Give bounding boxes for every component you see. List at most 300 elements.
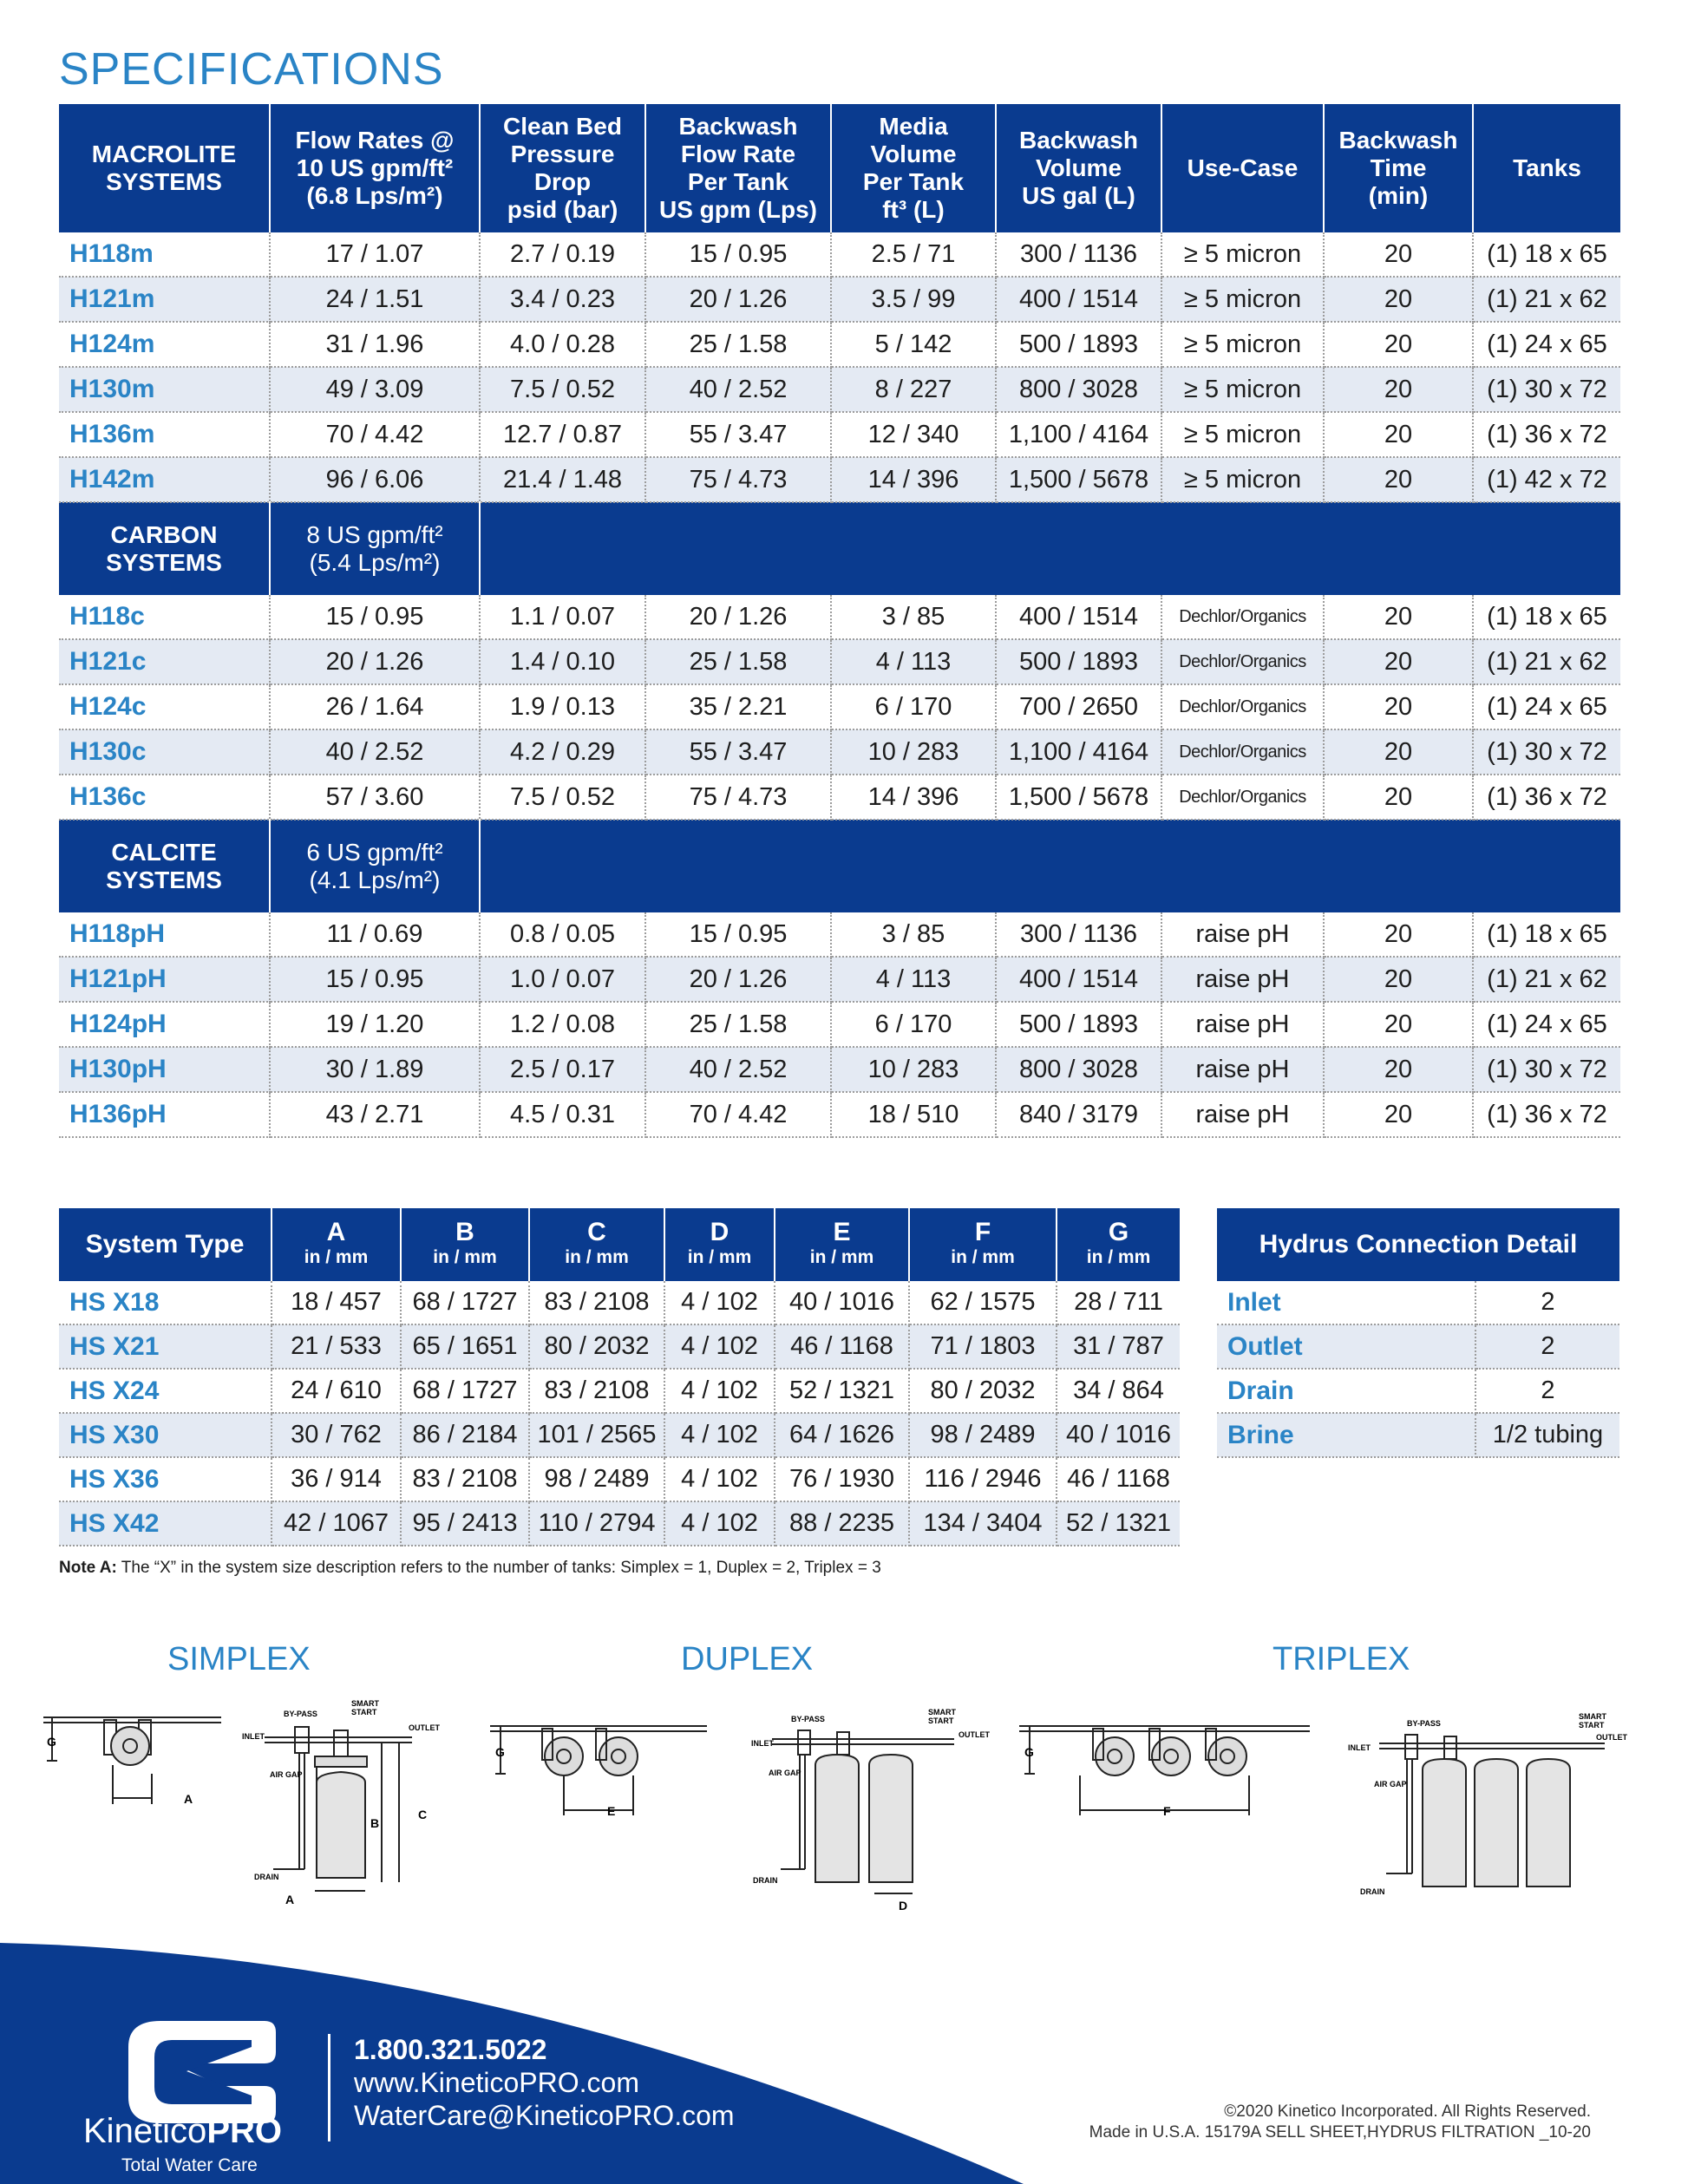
macrolite-value-cell: 21.4 / 1.48 (480, 457, 645, 502)
dimension-value-cell: 86 / 2184 (401, 1413, 529, 1457)
table-row (1217, 1369, 1619, 1413)
macrolite-value-cell: 20 / 1.26 (645, 277, 831, 322)
carbon-value-cell: 400 / 1514 (996, 595, 1161, 639)
system-type-cell: HS X24 (59, 1369, 272, 1413)
carbon-value-cell: 10 / 283 (831, 729, 996, 775)
calcite-value-cell: 11 / 0.69 (270, 912, 480, 957)
table-row (59, 639, 1620, 684)
spec-header-cell (1161, 104, 1324, 232)
table-row (59, 277, 1620, 322)
table-row (59, 1002, 1620, 1047)
carbon-value-cell: 40 / 2.52 (270, 729, 480, 775)
calcite-model-cell: H121pH (59, 957, 270, 1002)
dimension-header-cell (1057, 1208, 1180, 1281)
dimension-value-cell: 101 / 2565 (529, 1413, 664, 1457)
dimensions-table (59, 1208, 1180, 1546)
macrolite-value-cell: 40 / 2.52 (645, 367, 831, 412)
dimension-value-cell: 21 / 533 (272, 1324, 401, 1369)
table-row (59, 1047, 1620, 1092)
calcite-model-cell: H136pH (59, 1092, 270, 1137)
table-row (59, 684, 1620, 729)
calcite-value-cell: 20 (1324, 1047, 1473, 1092)
table-row (1217, 1413, 1619, 1457)
system-type-cell: HS X30 (59, 1413, 272, 1457)
simplex-label-drain: DRAIN (254, 1873, 279, 1881)
calcite-section-fill (480, 820, 1620, 912)
macrolite-value-cell: (1) 30 x 72 (1473, 367, 1620, 412)
calcite-model-cell: H130pH (59, 1047, 270, 1092)
carbon-value-cell: 20 / 1.26 (645, 595, 831, 639)
calcite-value-cell: 6 / 170 (831, 1002, 996, 1047)
calcite-value-cell: 15 / 0.95 (270, 957, 480, 1002)
table-row (59, 1092, 1620, 1137)
spec-header-cell (270, 104, 480, 232)
calcite-value-cell: 840 / 3179 (996, 1092, 1161, 1137)
dimension-value-cell: 65 / 1651 (401, 1324, 529, 1369)
duplex-title: DUPLEX (681, 1641, 814, 1677)
carbon-value-cell: (1) 30 x 72 (1473, 729, 1620, 775)
dimension-value-cell: 24 / 610 (272, 1369, 401, 1413)
carbon-value-cell: 14 / 396 (831, 775, 996, 820)
connection-label-cell: Drain (1217, 1369, 1475, 1413)
dimension-letter: C (587, 1217, 606, 1246)
carbon-value-cell: 3 / 85 (831, 595, 996, 639)
macrolite-value-cell: (1) 24 x 65 (1473, 322, 1620, 367)
dimension-unit: in / mm (1086, 1246, 1151, 1267)
connection-value-cell: 2 (1475, 1369, 1619, 1413)
dimension-value-cell: 34 / 864 (1057, 1369, 1180, 1413)
calcite-value-cell: 4.5 / 0.31 (480, 1092, 645, 1137)
note-text: The “X” in the system size description refers to the number of tanks: Simplex = 1, Duplex = 2, Triplex = 3 (116, 1559, 881, 1577)
simplex-side-view-diagram (239, 1696, 464, 1917)
connection-label-cell: Brine (1217, 1413, 1475, 1457)
triplex-label-drain: DRAIN (1360, 1887, 1385, 1896)
calcite-section-header (59, 820, 1620, 912)
dimension-value-cell: 80 / 2032 (909, 1369, 1057, 1413)
system-type-cell: HS X18 (59, 1281, 272, 1324)
dimension-header-row (59, 1208, 1180, 1281)
calcite-section-name-line: CALCITE (111, 839, 217, 866)
macrolite-value-cell: 20 (1324, 232, 1473, 277)
dimension-header-cell (272, 1208, 401, 1281)
spec-header-line: Flow Rate (680, 141, 796, 167)
table-row (59, 322, 1620, 367)
brand-regular: Kinetico (83, 2112, 207, 2150)
carbon-value-cell: 6 / 170 (831, 684, 996, 729)
macrolite-value-cell: 4.0 / 0.28 (480, 322, 645, 367)
dimension-value-cell: 134 / 3404 (909, 1501, 1057, 1546)
calcite-value-cell: 20 (1324, 1002, 1473, 1047)
macrolite-value-cell: 20 (1324, 457, 1473, 502)
calcite-value-cell: 3 / 85 (831, 912, 996, 957)
spec-header-line: Backwash (1338, 127, 1458, 154)
spec-header-cell (831, 104, 996, 232)
dimension-letter: A (326, 1217, 346, 1246)
calcite-value-cell: 500 / 1893 (996, 1002, 1161, 1047)
duplex-label-bypass: BY-PASS (791, 1715, 825, 1723)
macrolite-value-cell: ≥ 5 micron (1161, 367, 1324, 412)
table-row (59, 1369, 1180, 1413)
dimension-value-cell: 83 / 2108 (401, 1457, 529, 1501)
table-row (1217, 1324, 1619, 1369)
system-type-cell: HS X21 (59, 1324, 272, 1369)
triplex-title: TRIPLEX (1273, 1641, 1410, 1677)
carbon-value-cell: 25 / 1.58 (645, 639, 831, 684)
macrolite-value-cell: 500 / 1893 (996, 322, 1161, 367)
carbon-model-cell: H124c (59, 684, 270, 729)
calcite-section-name (59, 820, 270, 912)
macrolite-value-cell: 55 / 3.47 (645, 412, 831, 457)
macrolite-value-cell: 20 (1324, 322, 1473, 367)
dimension-value-cell: 46 / 1168 (1057, 1457, 1180, 1501)
dimension-value-cell: 4 / 102 (664, 1281, 775, 1324)
macrolite-value-cell: 25 / 1.58 (645, 322, 831, 367)
calcite-value-cell: 15 / 0.95 (645, 912, 831, 957)
spec-header-line: Time (1370, 154, 1427, 181)
calcite-value-cell: raise pH (1161, 1002, 1324, 1047)
carbon-value-cell: 75 / 4.73 (645, 775, 831, 820)
spec-header-cell (1473, 104, 1620, 232)
footer-divider (328, 2034, 330, 2141)
carbon-section-name (59, 502, 270, 595)
spec-header-cell (645, 104, 831, 232)
dimension-value-cell: 80 / 2032 (529, 1324, 664, 1369)
duplex-label-e: E (607, 1804, 616, 1818)
macrolite-model-cell: H121m (59, 277, 270, 322)
connection-detail-table (1217, 1208, 1619, 1458)
table-row (59, 1501, 1180, 1546)
connection-detail-title: Hydrus Connection Detail (1217, 1208, 1619, 1281)
calcite-value-cell: (1) 21 x 62 (1473, 957, 1620, 1002)
dimension-header-cell (909, 1208, 1057, 1281)
dimension-header-cell (664, 1208, 775, 1281)
macrolite-value-cell: 31 / 1.96 (270, 322, 480, 367)
macrolite-value-cell: 12.7 / 0.87 (480, 412, 645, 457)
dimension-value-cell: 83 / 2108 (529, 1281, 664, 1324)
triplex-side-view-diagram (1345, 1709, 1639, 1908)
macrolite-value-cell: (1) 18 x 65 (1473, 232, 1620, 277)
carbon-value-cell: (1) 36 x 72 (1473, 775, 1620, 820)
dimension-value-cell: 68 / 1727 (401, 1281, 529, 1324)
carbon-section-header (59, 502, 1620, 595)
duplex-label-g: G (495, 1745, 505, 1759)
dimension-value-cell: 83 / 2108 (529, 1369, 664, 1413)
carbon-section-name-line: CARBON (110, 521, 218, 548)
connection-value-cell: 2 (1475, 1324, 1619, 1369)
duplex-label-air-gap: AIR GAP (769, 1769, 801, 1777)
calcite-value-cell: 1.2 / 0.08 (480, 1002, 645, 1047)
dimension-value-cell: 110 / 2794 (529, 1501, 664, 1546)
macrolite-value-cell: 70 / 4.42 (270, 412, 480, 457)
calcite-value-cell: raise pH (1161, 912, 1324, 957)
dimension-value-cell: 46 / 1168 (775, 1324, 909, 1369)
carbon-value-cell: 55 / 3.47 (645, 729, 831, 775)
macrolite-value-cell: ≥ 5 micron (1161, 322, 1324, 367)
connection-value-cell: 1/2 tubing (1475, 1413, 1619, 1457)
carbon-value-cell: (1) 24 x 65 (1473, 684, 1620, 729)
dimension-value-cell: 4 / 102 (664, 1501, 775, 1546)
simplex-label-outlet: OUTLET (409, 1723, 440, 1732)
macrolite-value-cell: 3.4 / 0.23 (480, 277, 645, 322)
carbon-value-cell: 57 / 3.60 (270, 775, 480, 820)
simplex-top-view-diagram (35, 1704, 234, 1826)
macrolite-value-cell: ≥ 5 micron (1161, 277, 1324, 322)
table-row (59, 457, 1620, 502)
dimension-value-cell: 31 / 787 (1057, 1324, 1180, 1369)
macrolite-model-cell: H142m (59, 457, 270, 502)
carbon-section-flow-line: 8 US gpm/ft² (306, 521, 443, 548)
spec-header-line: Clean Bed (503, 113, 622, 140)
table-row (59, 1413, 1180, 1457)
spec-header-line: SYSTEMS (106, 168, 222, 195)
table-row (59, 912, 1620, 957)
calcite-value-cell: 43 / 2.71 (270, 1092, 480, 1137)
macrolite-value-cell: 400 / 1514 (996, 277, 1161, 322)
carbon-value-cell: 700 / 2650 (996, 684, 1161, 729)
spec-header-line: US gpm (Lps) (659, 196, 817, 223)
macrolite-value-cell: 20 (1324, 277, 1473, 322)
macrolite-value-cell: 8 / 227 (831, 367, 996, 412)
table-row (59, 1324, 1180, 1369)
macrolite-value-cell: 15 / 0.95 (645, 232, 831, 277)
dimension-header-cell (529, 1208, 664, 1281)
spec-header-row (59, 104, 1620, 232)
spec-header-cell (1324, 104, 1473, 232)
dimension-value-cell: 98 / 2489 (529, 1457, 664, 1501)
spec-header-line: 10 US gpm/ft² (296, 154, 454, 181)
dimension-value-cell: 95 / 2413 (401, 1501, 529, 1546)
calcite-model-cell: H118pH (59, 912, 270, 957)
dimension-value-cell: 62 / 1575 (909, 1281, 1057, 1324)
carbon-section-flow-line: (5.4 Lps/m²) (309, 549, 441, 576)
duplex-label-smart: SMART (928, 1708, 956, 1716)
duplex-label-start: START (928, 1716, 954, 1725)
carbon-value-cell: 1,100 / 4164 (996, 729, 1161, 775)
calcite-value-cell: 20 / 1.26 (645, 957, 831, 1002)
spec-header-line: MACROLITE (91, 141, 237, 167)
macrolite-value-cell: (1) 21 x 62 (1473, 277, 1620, 322)
triplex-label-bypass: BY-PASS (1407, 1719, 1441, 1728)
calcite-model-cell: H124pH (59, 1002, 270, 1047)
carbon-value-cell: (1) 18 x 65 (1473, 595, 1620, 639)
triplex-top-view-diagram (1011, 1713, 1318, 1826)
macrolite-value-cell: 20 (1324, 367, 1473, 412)
document-code: Made in U.S.A. 15179A SELL SHEET,HYDRUS FILTRATION _10-20 (1089, 2123, 1591, 2141)
carbon-value-cell: 1.1 / 0.07 (480, 595, 645, 639)
carbon-model-cell: H130c (59, 729, 270, 775)
spec-header-line: Backwash (678, 113, 798, 140)
spec-header-line: US gal (L) (1022, 182, 1135, 209)
carbon-value-cell: (1) 21 x 62 (1473, 639, 1620, 684)
spec-header-line: ft³ (L) (882, 196, 945, 223)
carbon-model-cell: H121c (59, 639, 270, 684)
carbon-value-cell: 20 (1324, 775, 1473, 820)
dimension-value-cell: 76 / 1930 (775, 1457, 909, 1501)
calcite-value-cell: (1) 36 x 72 (1473, 1092, 1620, 1137)
dimension-header-cell (401, 1208, 529, 1281)
connection-label-cell: Outlet (1217, 1324, 1475, 1369)
calcite-value-cell: 400 / 1514 (996, 957, 1161, 1002)
simplex-label-start: START (351, 1708, 377, 1716)
calcite-section-flow (270, 820, 480, 912)
copyright-text: ©2020 Kinetico Incorporated. All Rights Reserved. (1224, 2102, 1591, 2121)
spec-header-line: Use-Case (1187, 154, 1299, 181)
macrolite-value-cell: 1,500 / 5678 (996, 457, 1161, 502)
table-row (1217, 1281, 1619, 1324)
carbon-value-cell: Dechlor/Organics (1161, 595, 1324, 639)
simplex-label-g: G (47, 1735, 56, 1749)
page-title: SPECIFICATIONS (59, 44, 444, 95)
table-row (59, 957, 1620, 1002)
macrolite-value-cell: ≥ 5 micron (1161, 412, 1324, 457)
note-label: Note A: (59, 1559, 117, 1577)
specifications-table (59, 104, 1620, 1138)
calcite-value-cell: 2.5 / 0.17 (480, 1047, 645, 1092)
spec-header-cell (996, 104, 1161, 232)
spec-header-line: Tanks (1513, 154, 1581, 181)
carbon-value-cell: 26 / 1.64 (270, 684, 480, 729)
carbon-value-cell: 7.5 / 0.52 (480, 775, 645, 820)
triplex-label-g: G (1024, 1745, 1034, 1759)
carbon-section-fill (480, 502, 1620, 595)
contact-phone[interactable]: 1.800.321.5022 (354, 2034, 547, 2065)
spec-header-line: Media (879, 113, 948, 140)
carbon-value-cell: 1.4 / 0.10 (480, 639, 645, 684)
calcite-value-cell: (1) 30 x 72 (1473, 1047, 1620, 1092)
table-row (59, 367, 1620, 412)
carbon-value-cell: 1,500 / 5678 (996, 775, 1161, 820)
table-row (59, 232, 1620, 277)
macrolite-value-cell: 800 / 3028 (996, 367, 1161, 412)
dimension-value-cell: 98 / 2489 (909, 1413, 1057, 1457)
simplex-label-a: A (184, 1792, 193, 1806)
carbon-model-cell: H118c (59, 595, 270, 639)
spec-header-line: Flow Rates @ (295, 127, 455, 154)
dimension-header-cell (775, 1208, 909, 1281)
triplex-label-f: F (1163, 1804, 1171, 1818)
carbon-value-cell: 20 (1324, 595, 1473, 639)
table-row (59, 412, 1620, 457)
spec-header-line: psid (bar) (507, 196, 618, 223)
system-type-cell: HS X42 (59, 1501, 272, 1546)
calcite-section-name-line: SYSTEMS (106, 866, 222, 893)
dimension-value-cell: 4 / 102 (664, 1457, 775, 1501)
dimension-letter: B (455, 1217, 474, 1246)
calcite-value-cell: 20 (1324, 912, 1473, 957)
dimension-value-cell: 52 / 1321 (775, 1369, 909, 1413)
macrolite-value-cell: ≥ 5 micron (1161, 232, 1324, 277)
macrolite-value-cell: 24 / 1.51 (270, 277, 480, 322)
contact-email[interactable]: WaterCare@KineticoPRO.com (354, 2100, 735, 2131)
macrolite-value-cell: 14 / 396 (831, 457, 996, 502)
spec-header-cell (59, 104, 270, 232)
simplex-label-b: B (370, 1816, 380, 1830)
calcite-value-cell: 18 / 510 (831, 1092, 996, 1137)
connection-label-cell: Inlet (1217, 1281, 1475, 1324)
calcite-value-cell: 25 / 1.58 (645, 1002, 831, 1047)
macrolite-value-cell: 7.5 / 0.52 (480, 367, 645, 412)
simplex-label-a-side: A (285, 1893, 295, 1906)
duplex-label-drain: DRAIN (753, 1876, 778, 1885)
dimension-letter: G (1108, 1217, 1129, 1246)
dimension-value-cell: 4 / 102 (664, 1324, 775, 1369)
brand-name (83, 2112, 282, 2151)
macrolite-model-cell: H124m (59, 322, 270, 367)
dimension-value-cell: 42 / 1067 (272, 1501, 401, 1546)
dimension-value-cell: 18 / 457 (272, 1281, 401, 1324)
carbon-value-cell: 15 / 0.95 (270, 595, 480, 639)
carbon-value-cell: 20 (1324, 684, 1473, 729)
simplex-label-bypass: BY-PASS (284, 1710, 317, 1718)
spec-header-line: Volume (1035, 154, 1122, 181)
calcite-value-cell: 10 / 283 (831, 1047, 996, 1092)
dimension-unit: in / mm (951, 1246, 1015, 1267)
duplex-label-outlet: OUTLET (958, 1730, 990, 1739)
calcite-value-cell: 300 / 1136 (996, 912, 1161, 957)
table-row (59, 729, 1620, 775)
macrolite-value-cell: 20 (1324, 412, 1473, 457)
dimension-value-cell: 68 / 1727 (401, 1369, 529, 1413)
carbon-value-cell: Dechlor/Organics (1161, 775, 1324, 820)
calcite-value-cell: (1) 18 x 65 (1473, 912, 1620, 957)
calcite-value-cell: 19 / 1.20 (270, 1002, 480, 1047)
dimension-letter: F (974, 1217, 991, 1246)
macrolite-value-cell: 49 / 3.09 (270, 367, 480, 412)
table-row (59, 595, 1620, 639)
macrolite-value-cell: (1) 36 x 72 (1473, 412, 1620, 457)
contact-website[interactable]: www.KineticoPRO.com (354, 2067, 639, 2098)
carbon-value-cell: 500 / 1893 (996, 639, 1161, 684)
calcite-value-cell: 1.0 / 0.07 (480, 957, 645, 1002)
spec-header-line: Drop (533, 168, 592, 195)
carbon-value-cell: 35 / 2.21 (645, 684, 831, 729)
macrolite-model-cell: H130m (59, 367, 270, 412)
calcite-section-flow-line: (4.1 Lps/m²) (309, 866, 441, 893)
macrolite-value-cell: 17 / 1.07 (270, 232, 480, 277)
table-row (59, 775, 1620, 820)
carbon-value-cell: 20 (1324, 639, 1473, 684)
simplex-label-inlet: INLET (242, 1732, 265, 1741)
calcite-value-cell: 800 / 3028 (996, 1047, 1161, 1092)
macrolite-value-cell: 300 / 1136 (996, 232, 1161, 277)
calcite-value-cell: 40 / 2.52 (645, 1047, 831, 1092)
macrolite-model-cell: H118m (59, 232, 270, 277)
spec-header-line: Pressure (510, 141, 615, 167)
dimension-value-cell: 28 / 711 (1057, 1281, 1180, 1324)
carbon-value-cell: Dechlor/Organics (1161, 639, 1324, 684)
carbon-value-cell: Dechlor/Organics (1161, 684, 1324, 729)
dimension-value-cell: 64 / 1626 (775, 1413, 909, 1457)
brand-tagline: Total Water Care (121, 2155, 258, 2175)
carbon-model-cell: H136c (59, 775, 270, 820)
dimension-unit: in / mm (809, 1246, 874, 1267)
macrolite-value-cell: 12 / 340 (831, 412, 996, 457)
carbon-value-cell: 1.9 / 0.13 (480, 684, 645, 729)
dimension-value-cell: 4 / 102 (664, 1413, 775, 1457)
brand-bold: PRO (206, 2112, 282, 2150)
duplex-label-d: D (899, 1899, 908, 1913)
dimension-unit: in / mm (433, 1246, 497, 1267)
macrolite-value-cell: ≥ 5 micron (1161, 457, 1324, 502)
note-a (59, 1559, 881, 1578)
carbon-value-cell: 4.2 / 0.29 (480, 729, 645, 775)
triplex-label-air-gap: AIR GAP (1374, 1780, 1407, 1788)
calcite-value-cell: raise pH (1161, 957, 1324, 1002)
calcite-value-cell: raise pH (1161, 1047, 1324, 1092)
system-type-header: System Type (59, 1208, 272, 1281)
macrolite-value-cell: 3.5 / 99 (831, 277, 996, 322)
macrolite-value-cell: 75 / 4.73 (645, 457, 831, 502)
